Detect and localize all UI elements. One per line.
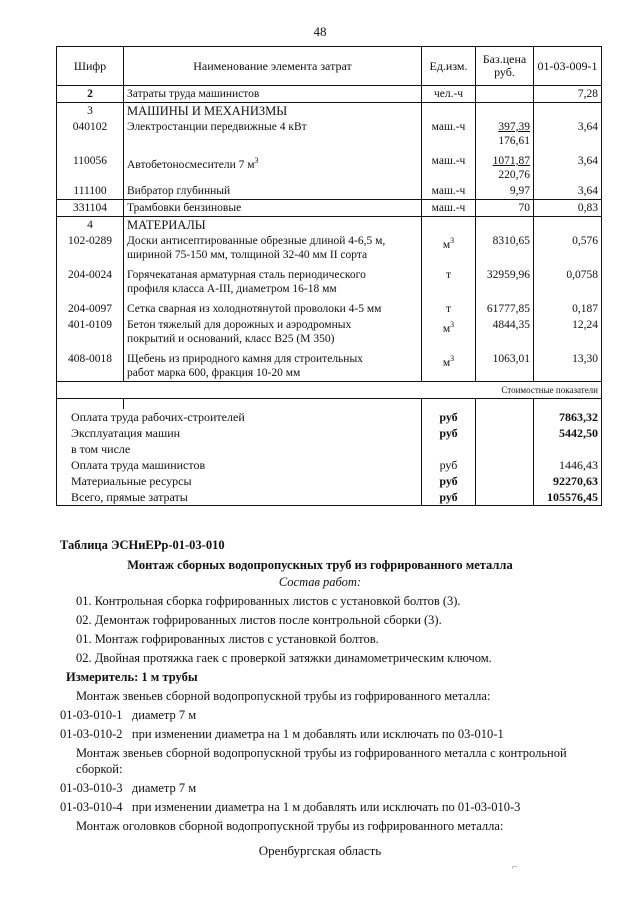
cell-value: 3,64: [534, 183, 602, 200]
cell-code: 040102: [57, 119, 124, 149]
summary-row: [57, 489, 602, 506]
norm-text: диаметр 7 м: [131, 708, 197, 722]
cell-code: 408-0018: [57, 347, 124, 382]
cell-name: [124, 317, 422, 347]
work-item: 01. Монтаж гофрированных листов с установкой болтов.: [76, 632, 379, 646]
unit-text: м: [442, 238, 451, 251]
name-line: шириной 75-150 мм, толщиной 32-40 мм II сорта: [127, 249, 368, 261]
cell-unit: [422, 233, 476, 263]
cell-name: Трамбовки бензиновые: [124, 200, 422, 217]
summary-row: [57, 441, 602, 457]
summary-unit: руб: [422, 425, 476, 441]
cell-name: [124, 347, 422, 382]
table-row: [57, 347, 602, 382]
norm-code: 01-03-010-3: [60, 781, 123, 795]
superscript: 3: [450, 236, 455, 245]
work-item: 02. Двойная протяжка гаек с проверкой затяжки динамометрическим ключом.: [76, 651, 492, 665]
cell-unit: т: [422, 297, 476, 317]
name-line: Горячекатаная арматурная сталь периодического: [127, 269, 366, 281]
works-title: Состав работ:: [278, 575, 362, 589]
cell-value: 0,187: [534, 297, 602, 317]
table-title: Таблица ЭСНиЕРр-01-03-010: [60, 538, 225, 552]
norm-text: диаметр 7 м: [131, 781, 197, 795]
section-title: МАТЕРИАЛЫ: [124, 217, 422, 234]
cell-code: 110056: [57, 149, 124, 183]
cell-price: 61777,85: [476, 297, 534, 317]
description: Монтаж оголовков сборной водопропускной трубы из гофрированного металла:: [76, 819, 504, 833]
cell-value: 0,0758: [534, 263, 602, 297]
table-row: [57, 149, 602, 183]
section-number: 4: [57, 217, 124, 234]
cell-unit: маш.-ч: [422, 119, 476, 149]
header-code: Шифр: [57, 47, 124, 86]
cell-price: 70: [476, 200, 534, 217]
cell-price: 8310,65: [476, 233, 534, 263]
header-value: 01-03-009-1: [534, 47, 602, 86]
summary-label: в том числе: [57, 441, 422, 457]
scan-mark: ⌐: [512, 862, 518, 873]
cell-value: 3,64: [534, 149, 602, 183]
section-number: 3: [57, 103, 124, 120]
table-header-row: [57, 47, 602, 86]
header-price: Баз.цена руб.: [476, 47, 534, 86]
page-number: 48: [313, 24, 327, 39]
summary-value: 1446,43: [534, 457, 602, 473]
section-header-materials: [57, 217, 602, 234]
cell-value: 12,24: [534, 317, 602, 347]
summary-label: Оплата труда машинистов: [57, 457, 422, 473]
name-line: работ марка 600, фракция 10-20 мм: [127, 367, 301, 379]
section-title: МАШИНЫ И МЕХАНИЗМЫ: [124, 103, 422, 120]
summary-value: 92270,63: [534, 473, 602, 489]
cell-unit: [422, 347, 476, 382]
summary-label: Всего, прямые затраты: [57, 489, 422, 506]
name-line: Бетон тяжелый для дорожных и аэродромных: [127, 319, 352, 331]
price-sub: 176,61: [498, 135, 530, 147]
price-main: 397,39: [498, 121, 530, 133]
norm-item: [60, 800, 520, 815]
cell-value: 7,28: [534, 86, 602, 103]
norm-code: 01-03-010-4: [60, 800, 123, 814]
norm-text: при изменении диаметра на 1 м добавлять или исключать по 03-010-1: [131, 727, 504, 741]
norm-text: при изменении диаметра на 1 м добавлять или исключать по 01-03-010-3: [131, 800, 521, 814]
cell-unit: т: [422, 263, 476, 297]
summary-unit: руб: [422, 409, 476, 425]
summary-row: [57, 425, 602, 441]
table-row-labor: [57, 86, 602, 103]
header-name: Наименование элемента затрат: [124, 47, 422, 86]
summary-row: [57, 473, 602, 489]
summary-value: 7863,32: [534, 409, 602, 425]
summary-value: 105576,45: [534, 489, 602, 506]
cell-value: 0,83: [534, 200, 602, 217]
cost-indicators-row: [57, 382, 602, 399]
name-line: Доски антисептированные обрезные длиной 4-6,5 м,: [127, 235, 386, 247]
table-row: [57, 317, 602, 347]
cell-name: Электростанции передвижные 4 кВт: [124, 119, 422, 149]
summary-unit: руб: [422, 457, 476, 473]
cost-table: [56, 46, 602, 506]
table-row: [57, 233, 602, 263]
cell-code: 401-0109: [57, 317, 124, 347]
price-main: 1071,87: [492, 155, 530, 167]
spacer-row: [57, 399, 602, 410]
norm-code: 01-03-010-2: [60, 727, 123, 741]
description: сборкой:: [76, 762, 123, 776]
table-row: [57, 183, 602, 200]
description: Монтаж звеньев сборной водопропускной трубы из гофрированного металла с контрольной: [76, 746, 567, 760]
cell-price: 32959,96: [476, 263, 534, 297]
table-row: [57, 297, 602, 317]
cell-code: 111100: [57, 183, 124, 200]
description: Монтаж звеньев сборной водопропускной трубы из гофрированного металла:: [76, 689, 491, 703]
summary-label: Оплата труда рабочих-строителей: [57, 409, 422, 425]
name-text: Автобетоносмесители 7 м: [127, 158, 255, 171]
summary-unit: руб: [422, 473, 476, 489]
cell-unit: маш.-ч: [422, 183, 476, 200]
header-unit: Ед.изм.: [422, 47, 476, 86]
summary-value: 5442,50: [534, 425, 602, 441]
cell-price: [476, 86, 534, 103]
norm-item: [60, 708, 196, 723]
norm-item: [60, 781, 196, 796]
summary-row: [57, 409, 602, 425]
cell-price: [476, 149, 534, 183]
cell-name: Вибратор глубинный: [124, 183, 422, 200]
unit-text: м: [442, 322, 451, 335]
cell-price: 9,97: [476, 183, 534, 200]
cell-name: [124, 233, 422, 263]
cell-code: 204-0024: [57, 263, 124, 297]
name-line: Щебень из природного камня для строительных: [127, 353, 363, 365]
superscript: 3: [450, 320, 455, 329]
price-sub: 220,76: [498, 169, 530, 181]
summary-label: Материальные ресурсы: [57, 473, 422, 489]
cell-price: 1063,01: [476, 347, 534, 382]
cell-unit: маш.-ч: [422, 200, 476, 217]
cell-code: 331104: [57, 200, 124, 217]
table-row: [57, 200, 602, 217]
superscript: 3: [254, 156, 259, 165]
norm-item: [60, 727, 504, 742]
cell-name: [124, 149, 422, 183]
work-item: 01. Контрольная сборка гофрированных листов с установкой болтов (3).: [76, 594, 461, 608]
summary-unit: руб: [422, 489, 476, 506]
cell-price: 4844,35: [476, 317, 534, 347]
summary-label: Эксплуатация машин: [57, 425, 422, 441]
cost-indicators-label: Стоимостные показатели: [57, 382, 602, 399]
unit-text: м: [442, 356, 451, 369]
work-item: 02. Демонтаж гофрированных листов после контрольной сборки (3).: [76, 613, 442, 627]
superscript: 3: [450, 354, 455, 363]
table-row: [57, 263, 602, 297]
cell-code: 102-0289: [57, 233, 124, 263]
cell-code: 2: [57, 86, 124, 103]
cell-code: 204-0097: [57, 297, 124, 317]
cell-name: Сетка сварная из холоднотянутой проволоки 4-5 мм: [124, 297, 422, 317]
section-header-machines: [57, 103, 602, 120]
table-row: [57, 119, 602, 149]
cell-name: Затраты труда машинистов: [124, 86, 422, 103]
norm-code: 01-03-010-1: [60, 708, 123, 722]
meter-label: Измеритель: 1 м трубы: [66, 670, 198, 684]
cell-unit: [422, 317, 476, 347]
summary-row: [57, 457, 602, 473]
cell-value: 13,30: [534, 347, 602, 382]
cell-unit: чел.-ч: [422, 86, 476, 103]
cell-unit: маш.-ч: [422, 149, 476, 183]
page-footer: Оренбургская область: [258, 843, 382, 858]
cell-name: [124, 263, 422, 297]
name-line: покрытий и оснований, класс В25 (М 350): [127, 333, 335, 345]
name-line: профиля класса А-III, диаметром 16-18 мм: [127, 283, 337, 295]
cell-value: 3,64: [534, 119, 602, 149]
table-subtitle: Монтаж сборных водопропускных труб из гофрированного металла: [127, 558, 513, 572]
cell-value: 0,576: [534, 233, 602, 263]
cell-price: [476, 119, 534, 149]
